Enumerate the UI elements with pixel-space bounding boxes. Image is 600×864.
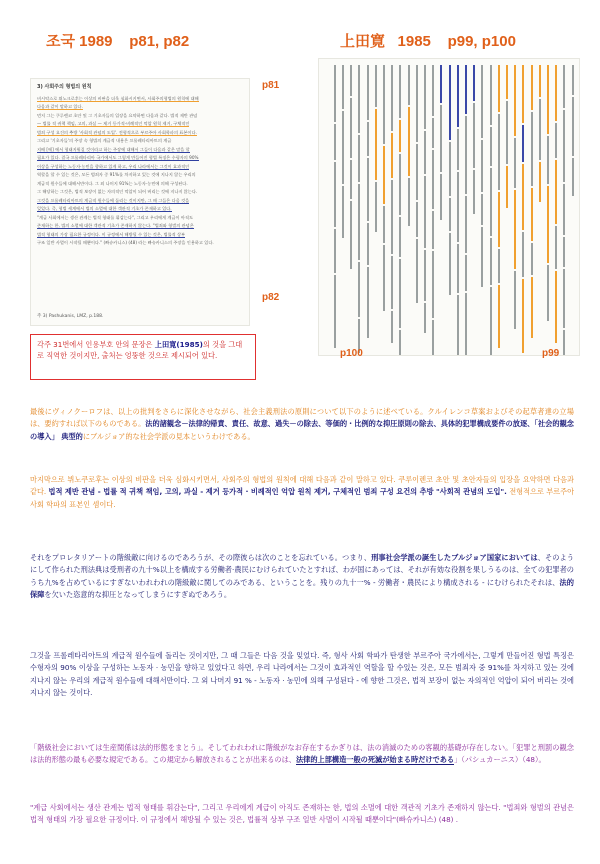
japanese-scan-textline bbox=[424, 176, 426, 248]
japanese-scan-textline bbox=[391, 133, 393, 178]
japanese-scan-textline bbox=[416, 65, 418, 142]
korean-scan-line bbox=[37, 146, 243, 155]
japanese-scan-textline bbox=[350, 98, 352, 158]
japanese-scan-textline bbox=[449, 142, 451, 196]
korean-scan-line-text: 이상을 구성하는 노동자·농민을 향하고 있게 하고, 우리 나라에서는 그것이 효과적인 bbox=[37, 163, 190, 169]
korean-scan-line bbox=[37, 112, 243, 121]
korean-scan-line bbox=[37, 171, 243, 180]
japanese-scan-textline bbox=[498, 249, 500, 283]
japanese-scan-textline bbox=[547, 186, 549, 263]
japanese-scan-textline bbox=[334, 162, 336, 227]
korean-scan-line-text: 지배 [에] 에서 형태지워질 것이라고 하는 주장에 대해서 그들이 다음과 같은 말을 할 bbox=[37, 146, 190, 152]
japanese-scan-textline bbox=[514, 271, 516, 329]
korean-scan-line-text: 비시악스로 뛰노크로후는 이상의 비판을 더욱 심화시키면서, 사회주의형법의 원칙에 대해 bbox=[37, 95, 199, 101]
korean-paragraph-2 bbox=[30, 650, 574, 700]
japanese-scan-textline bbox=[457, 295, 459, 356]
japanese-scan-textline bbox=[514, 190, 516, 269]
japanese-scan-textline bbox=[555, 65, 557, 121]
japanese-scan-textline bbox=[383, 146, 385, 204]
japanese-scan-textline bbox=[465, 293, 467, 356]
japanese-scan-textline bbox=[547, 265, 549, 321]
korean-scan-line-text: 존재하는 한, 법의 소멸에 대한 객관적 기초가 존재하지 않는다. "법죄와 형벌의 관념은 bbox=[37, 223, 194, 228]
japanese-scan-textline bbox=[522, 279, 524, 353]
japanese-scan-textline bbox=[383, 245, 385, 311]
korean-scan-line-text: 구조 일반 사멸이 시작될 때뿐이다." (빠슈카니스) (48) 라는 빠슈카니스의 주장을 인용하고 있다. bbox=[37, 240, 214, 245]
japanese-scan-textline bbox=[375, 65, 377, 107]
japanese-scan-textline bbox=[522, 232, 524, 277]
japanese-scan-textline bbox=[563, 237, 565, 267]
right-source-header bbox=[340, 30, 516, 51]
japanese-paragraph-3 bbox=[30, 742, 574, 767]
citation-note-box bbox=[30, 334, 256, 380]
japanese-paragraph-2 bbox=[30, 552, 574, 602]
japanese-scan-column bbox=[520, 65, 527, 355]
jp1-text-b: にブルジョア的な社会学派の見本というわけである。 bbox=[82, 431, 255, 441]
left-source-title: 조국 1989 bbox=[46, 33, 113, 50]
left-source-pages: p81, p82 bbox=[129, 33, 190, 50]
japanese-scan-textline bbox=[432, 211, 434, 249]
japanese-scan-textline bbox=[473, 65, 475, 101]
japanese-scan-column bbox=[430, 65, 437, 356]
japanese-scan-textline bbox=[391, 180, 393, 254]
japanese-scan-textline bbox=[432, 320, 434, 356]
japanese-scan-textline bbox=[563, 65, 565, 108]
japanese-scan-column bbox=[405, 65, 412, 228]
japanese-scan-textline bbox=[490, 287, 492, 356]
korean-scan-line bbox=[37, 95, 243, 104]
jp1-text-a: 最後にヴィノクーロフは、以上の批判をさらに深化させながら、社会主義刑法の原則について以下のように述べている。クルイレンコ草案およびその起草者達の立場は、要約すれば以下のものである。 bbox=[30, 407, 574, 429]
japanese-scan-textline bbox=[498, 192, 500, 247]
japanese-scan-textline bbox=[334, 275, 336, 348]
japanese-scan-textline bbox=[416, 202, 418, 237]
jp2-key-phrase-2: 法的保障 bbox=[30, 577, 574, 600]
japanese-scan-textline bbox=[539, 99, 541, 160]
japanese-scan-textline bbox=[342, 186, 344, 238]
japanese-scan-textline bbox=[563, 184, 565, 235]
japanese-scan-textline bbox=[522, 125, 524, 162]
japanese-scan-textline bbox=[531, 188, 533, 241]
japanese-scan-textline bbox=[490, 65, 492, 125]
japanese-scan-column bbox=[454, 65, 461, 356]
japanese-scan-textline bbox=[473, 170, 475, 214]
japanese-paragraph-1 bbox=[30, 406, 574, 443]
japanese-scan-textline bbox=[391, 256, 393, 309]
japanese-scan-textline bbox=[498, 285, 500, 348]
japanese-scan-textline bbox=[555, 123, 557, 158]
japanese-scan-column bbox=[479, 65, 486, 289]
japanese-scan-column bbox=[339, 65, 346, 240]
japanese-scan-textline bbox=[342, 111, 344, 184]
japanese-scan-textline bbox=[375, 109, 377, 180]
japanese-scan-textline bbox=[342, 65, 344, 109]
japanese-scan-textline bbox=[375, 182, 377, 232]
japanese-scan-textline bbox=[572, 97, 574, 156]
korean-scan-line-text: 다음과 같이 말하고 있다. bbox=[37, 104, 83, 109]
jp3-text-a: 「階級社会においては生産関係は法的形態をまとう」。そしてわれわれに階級がなお存在するかぎりは、法の消滅のための客観的基礎が存在しない。「犯罪と刑罰の観念は法的形態の最も必要な規定である。この規定から解放されることが出来るのは、 bbox=[30, 743, 574, 765]
korean-scan-line bbox=[37, 180, 243, 189]
korean-scan-line-text: 계급적 원수들에 대해서만이다. 그 외 나머지 91%는 노동자·농민에 의해 구성된다. bbox=[37, 180, 188, 186]
korean-scan-line-text: 그 해당하는 그것은, 법적 보장이 없는 자의적인 억압이 되어 버리는 것에 지나지 않는다. bbox=[37, 189, 198, 194]
korean-scan-body bbox=[31, 79, 249, 252]
japanese-scan-textline bbox=[498, 65, 500, 112]
japanese-scan-textline bbox=[399, 330, 401, 356]
korean-scan-line-text: 먼저 그는 쿠루렌코 초안 및 그 기초자들의 입장을 요약하면 다음과 같다. 법적 제반 관념 bbox=[37, 112, 198, 118]
japanese-scan-textline bbox=[555, 160, 557, 224]
japanese-scan-column bbox=[495, 65, 502, 350]
page-label-p81: p81 bbox=[262, 80, 280, 91]
japanese-scan-column bbox=[331, 65, 338, 350]
japanese-scan-textline bbox=[416, 144, 418, 200]
japanese-scan-textline bbox=[367, 223, 369, 265]
japanese-page-scan bbox=[318, 58, 580, 356]
japanese-scan-textline bbox=[424, 65, 426, 129]
japanese-scan-textline bbox=[367, 158, 369, 221]
japanese-scan-textline bbox=[350, 201, 352, 269]
japanese-scan-textline bbox=[555, 226, 557, 269]
japanese-scan-textline bbox=[539, 65, 541, 97]
japanese-scan-textline bbox=[399, 65, 401, 118]
japanese-scan-column bbox=[438, 65, 445, 222]
note-source: 上田寛(1985) bbox=[154, 340, 203, 349]
japanese-scan-textline bbox=[563, 330, 565, 356]
japanese-scan-column bbox=[569, 65, 576, 198]
japanese-scan-textline bbox=[506, 65, 508, 99]
japanese-scan-textline bbox=[531, 243, 533, 275]
japanese-scan-textline bbox=[416, 239, 418, 303]
korean-scan-line-text: 범죄 구성 요건의 추방 '사회적 관념의 도입'. 전형적으로 부르주아 사회학파의 표본이다. bbox=[37, 129, 197, 135]
right-source-year: 1985 bbox=[397, 33, 431, 50]
page-label-p99: p99 bbox=[542, 348, 560, 359]
japanese-scan-textline bbox=[465, 65, 467, 114]
japanese-scan-textline bbox=[522, 65, 524, 123]
japanese-scan-textline bbox=[432, 251, 434, 318]
korean-scan-line bbox=[37, 120, 243, 129]
japanese-scan-column bbox=[528, 65, 535, 340]
korean-scan-line-text: "계급 사회에서는 생산 관계는 법적 형태를 휘감는다", 그리고 우리에게 계급이 아직도 bbox=[37, 214, 194, 220]
ko1-key-phrase: 법적 제반 관념 - 법률 적 귀책 책임, 고의, 과실 - 제거 등가적 · 비례적인 억압 원칙 제거, 구체적인 범죄 구성 요건의 추방 "사회적 관념의 도입". bbox=[48, 487, 507, 497]
korean-page-scan bbox=[30, 78, 250, 326]
japanese-scan-textline bbox=[391, 65, 393, 131]
korean-scan-line bbox=[37, 214, 243, 223]
korean-scan-line bbox=[37, 222, 243, 231]
korean-scan-line bbox=[37, 103, 243, 112]
japanese-scan-textline bbox=[498, 114, 500, 190]
japanese-scan-textline bbox=[432, 118, 434, 148]
korean-scan-line-text: 필요가 있다. 결국 프롤레타리아 국가에서도 그렇게 만들어진 형법 특징은 수평자의 90% bbox=[37, 155, 199, 160]
japanese-scan-textline bbox=[424, 250, 426, 301]
korean-scan-line bbox=[37, 231, 243, 240]
japanese-scan-textline bbox=[457, 65, 459, 127]
japanese-scan-textline bbox=[358, 65, 360, 133]
japanese-scan-textline bbox=[399, 217, 401, 257]
japanese-scan-textline bbox=[490, 168, 492, 236]
japanese-scan-column bbox=[471, 65, 478, 216]
korean-scan-line-text: 그리고 '기초자들'의 주장 속 형법의 계급적 내용은 프롤레타리아트의 계급 bbox=[37, 138, 172, 143]
japanese-scan-textline bbox=[408, 107, 410, 176]
japanese-scan-textline bbox=[391, 311, 393, 343]
japanese-scan-textline bbox=[514, 138, 516, 188]
korean-scan-line bbox=[37, 129, 243, 138]
jp2-text-b: 、そのようにして作られた刑法典は受刑者の九十%以上を構成する労働者·農民にむけられていたとすれば、わが国にあっては、それが有効な役割を果しうるのは、全ての犯罪者のうち九%を占めているにすぎないわれわれの階級敵に関してのみである、ということを。残りの九十一% - 労働者・農民により構成される - にむけられたそれは、 bbox=[30, 553, 574, 587]
japanese-scan-textline bbox=[399, 120, 401, 152]
japanese-scan-textline bbox=[490, 127, 492, 166]
japanese-scan-textline bbox=[358, 135, 360, 182]
japanese-scan-textline bbox=[490, 238, 492, 285]
japanese-scan-textline bbox=[367, 267, 369, 338]
japanese-scan-textline bbox=[432, 65, 434, 116]
korean-scan-line bbox=[37, 163, 243, 172]
note-prefix: 각주 31번에서 인용부호 안의 문장은 bbox=[37, 340, 155, 349]
page-label-p82: p82 bbox=[262, 292, 280, 303]
japanese-scan-textline bbox=[449, 198, 451, 231]
japanese-scan-textline bbox=[481, 65, 483, 138]
japanese-scan-textline bbox=[449, 233, 451, 295]
japanese-scan-textline bbox=[522, 164, 524, 230]
japanese-scan-column bbox=[512, 65, 519, 331]
right-source-title: 上田寛 bbox=[340, 33, 386, 50]
korean-scan-footnote: 주 3) Pashukanis, LMZ, p.188. bbox=[37, 314, 104, 319]
japanese-scan-textline bbox=[514, 65, 516, 136]
japanese-scan-column bbox=[380, 65, 387, 313]
japanese-scan-textline bbox=[531, 65, 533, 110]
japanese-scan-textline bbox=[572, 65, 574, 95]
japanese-scan-textline bbox=[547, 65, 549, 134]
japanese-scan-textline bbox=[399, 154, 401, 215]
japanese-scan-textline bbox=[350, 160, 352, 199]
korean-scan-line bbox=[37, 154, 243, 163]
korean-scan-line-text: 법적 형태의 가장 필요한 규정이다. 이 규정에서 해방될 수 있는 것은, 법률적 상부 bbox=[37, 231, 186, 237]
japanese-scan-textline bbox=[440, 174, 442, 220]
ko1-text-b: 전형적으로 부르주아 사회 학파의 표본인 셈이다. bbox=[30, 487, 575, 509]
japanese-scan-textline bbox=[572, 158, 574, 196]
korean-scan-line bbox=[37, 188, 243, 197]
korean-scan-line-text: 잊었다. 즉, 형법 세계에서 법의 소멸에 대한 객관적 기초가 존재하고 있다. bbox=[37, 206, 172, 211]
japanese-scan-textline bbox=[465, 255, 467, 291]
korean-scan-line bbox=[37, 239, 243, 248]
korean-scan-line-text: 역할을 할 수 있는 것은, 모든 범죄자 중 91%를 차지하고 있는 것에 지나지 않는 우리의 bbox=[37, 172, 196, 177]
page-label-p100: p100 bbox=[340, 348, 363, 359]
japanese-scan-textline bbox=[457, 129, 459, 170]
ko1-text-a: 마지막으로 뷔노쿠로후는 이상의 비판을 더욱 심화시키면서, 사회주의 형법의 원칙에 대해 다음과 같이 말하고 있다. 쿠루이렌코 초안 및 초안자들의 입장을 요약하면 다음과 같다. bbox=[30, 475, 574, 497]
jp3-key-phrase: 法律的上部構造一般の死滅が始まる時だけである bbox=[295, 755, 455, 765]
japanese-scan-textline bbox=[383, 65, 385, 144]
korean-paragraph-1 bbox=[30, 474, 574, 511]
japanese-scan-textline bbox=[358, 262, 360, 317]
japanese-scan-textline bbox=[457, 244, 459, 293]
japanese-scan-column bbox=[503, 65, 510, 210]
japanese-scan-textline bbox=[531, 112, 533, 186]
japanese-scan-textline bbox=[539, 162, 541, 202]
japanese-scan-column bbox=[421, 65, 428, 335]
japanese-scan-textline bbox=[531, 277, 533, 338]
japanese-scan-column bbox=[487, 65, 494, 356]
japanese-scan-textline bbox=[358, 184, 360, 260]
japanese-scan-textline bbox=[440, 105, 442, 172]
japanese-scan-column bbox=[446, 65, 453, 297]
japanese-scan-textline bbox=[424, 131, 426, 174]
korean-scan-line-text: 그것을 프롤레타리아트의 계급적 원수들에 돌리는 것이지만, 그 때 그들은 다음 것을 bbox=[37, 197, 190, 203]
japanese-scan-textline bbox=[506, 166, 508, 208]
japanese-scan-textline bbox=[481, 227, 483, 287]
korean-scan-line bbox=[37, 137, 243, 146]
japanese-scan-textline bbox=[399, 259, 401, 328]
jp2-text-a: それをプロレタリアートの階級敵に向けるのであろうが、その際彼らは次のことを忘れている。つまり、 bbox=[30, 553, 372, 562]
japanese-scan-column bbox=[536, 65, 543, 204]
japanese-scan-textline bbox=[547, 136, 549, 184]
jp2-text-c: を欠いた恣意的な抑圧となってしまうにすぎぬであろう。 bbox=[44, 590, 232, 600]
japanese-scan-textline bbox=[555, 271, 557, 343]
japanese-scan-column bbox=[389, 65, 396, 345]
japanese-scan-column bbox=[553, 65, 560, 345]
right-source-pages: p99, p100 bbox=[447, 33, 516, 50]
jp1-key-phrase: 法的諸観念－法律的帰責、責任、故意、過失－の除去、等価的・比例的な抑圧原則の除去、具体的犯罪構成要件の放逐、「社会的観念の導入」 典型的 bbox=[30, 419, 574, 441]
japanese-scan-column bbox=[364, 65, 371, 340]
japanese-scan-column bbox=[561, 65, 568, 356]
japanese-scan-textline bbox=[449, 65, 451, 140]
note-suffix: 의 것을 그대로 직역한 것이지만, 출처는 엉뚱한 것으로 제시되어 있다. bbox=[37, 340, 243, 360]
japanese-scan-textline bbox=[465, 196, 467, 253]
japanese-scan-column bbox=[397, 65, 404, 356]
japanese-scan-column bbox=[413, 65, 420, 305]
jp3-text-b: 」（パシュカーニス）（48）。 bbox=[454, 755, 546, 765]
ko2-text: 그것을 프롤레타리아트의 계급적 원수들에 돌리는 것이지만, 그 때 그들은 다음 것을 잊었다. 즉, 형사 사회 학파가 탄생한 부르주아 국가에서는, 그렇게 만들어진 형법 특징은 수형자의 90% 이상을 구성하는 노동자 · 농민을 향하고 있었다고 하면, 우리 나라에서는 그것이 효과적인 역할을 할 수있는 것은, 모든 범죄자 중 91%를 차지하고 있는 것에 지나지 않는 우리의 계급적 원수들에 대해서만이다. 그 외 나머지 91 % - 노동자 · 농민에 의해 구성된다 - 에 향한 그것은, 법적 보장이 없는 자의적인 억압이 되어 버리는 것에 지나지 않는 것이다. bbox=[30, 651, 574, 698]
japanese-scan-textline bbox=[481, 194, 483, 225]
japanese-scan-column bbox=[544, 65, 551, 323]
japanese-scan-column bbox=[348, 65, 355, 271]
japanese-scan-textline bbox=[367, 122, 369, 156]
japanese-scan-textline bbox=[563, 110, 565, 182]
japanese-scan-textline bbox=[506, 101, 508, 164]
japanese-scan-textline bbox=[432, 150, 434, 209]
japanese-scan-textline bbox=[424, 303, 426, 333]
korean-paragraph-3 bbox=[30, 802, 574, 827]
japanese-scan-textline bbox=[563, 269, 565, 328]
korean-scan-line-text: — 법률 적 귀책 책임, 고의, 과실 — 제거 등가적·비례적인 억압 원칙 제거, 구체적인 bbox=[37, 121, 190, 126]
left-source-header bbox=[46, 30, 189, 51]
japanese-scan-textline bbox=[408, 178, 410, 226]
japanese-scan-column bbox=[462, 65, 469, 356]
japanese-scan-textline bbox=[367, 65, 369, 120]
japanese-scan-textline bbox=[481, 140, 483, 192]
japanese-scan-column bbox=[372, 65, 379, 234]
korean-scan-line bbox=[37, 197, 243, 206]
korean-scan-heading: 3) 사회주의 형법의 원칙 bbox=[37, 84, 92, 90]
japanese-scan-textline bbox=[334, 229, 336, 273]
japanese-scan-column bbox=[356, 65, 363, 355]
japanese-scan-textline bbox=[383, 206, 385, 243]
japanese-scan-textline bbox=[457, 172, 459, 242]
japanese-scan-textline bbox=[350, 65, 352, 96]
japanese-scan-textline bbox=[465, 116, 467, 194]
japanese-scan-textline bbox=[473, 103, 475, 168]
japanese-scan-textline bbox=[408, 65, 410, 105]
korean-scan-line bbox=[37, 205, 243, 214]
jp2-key-phrase-1: 刑事社会学派の誕生したブルジョア国家においては bbox=[371, 553, 538, 562]
ko3-text: "계급 사회에서는 생산 관계는 법적 형태를 휘감는다", 그리고 우리에게 계급이 아직도 존재하는 한, 법의 소멸에 대한 객관적 기초가 존재하지 않는다. "법죄와 형벌의 관념은 법적 형태의 가장 필요한 규정이다. 이 규정에서 해방될 수 있는 것은, 법률적 상부 구조 일반 사멸이 시작될 때뿐이다"(빠슈카니스) (48) . bbox=[30, 803, 574, 825]
japanese-scan-textline bbox=[334, 124, 336, 160]
japanese-scan-textline bbox=[334, 65, 336, 122]
japanese-scan-textline bbox=[440, 65, 442, 103]
